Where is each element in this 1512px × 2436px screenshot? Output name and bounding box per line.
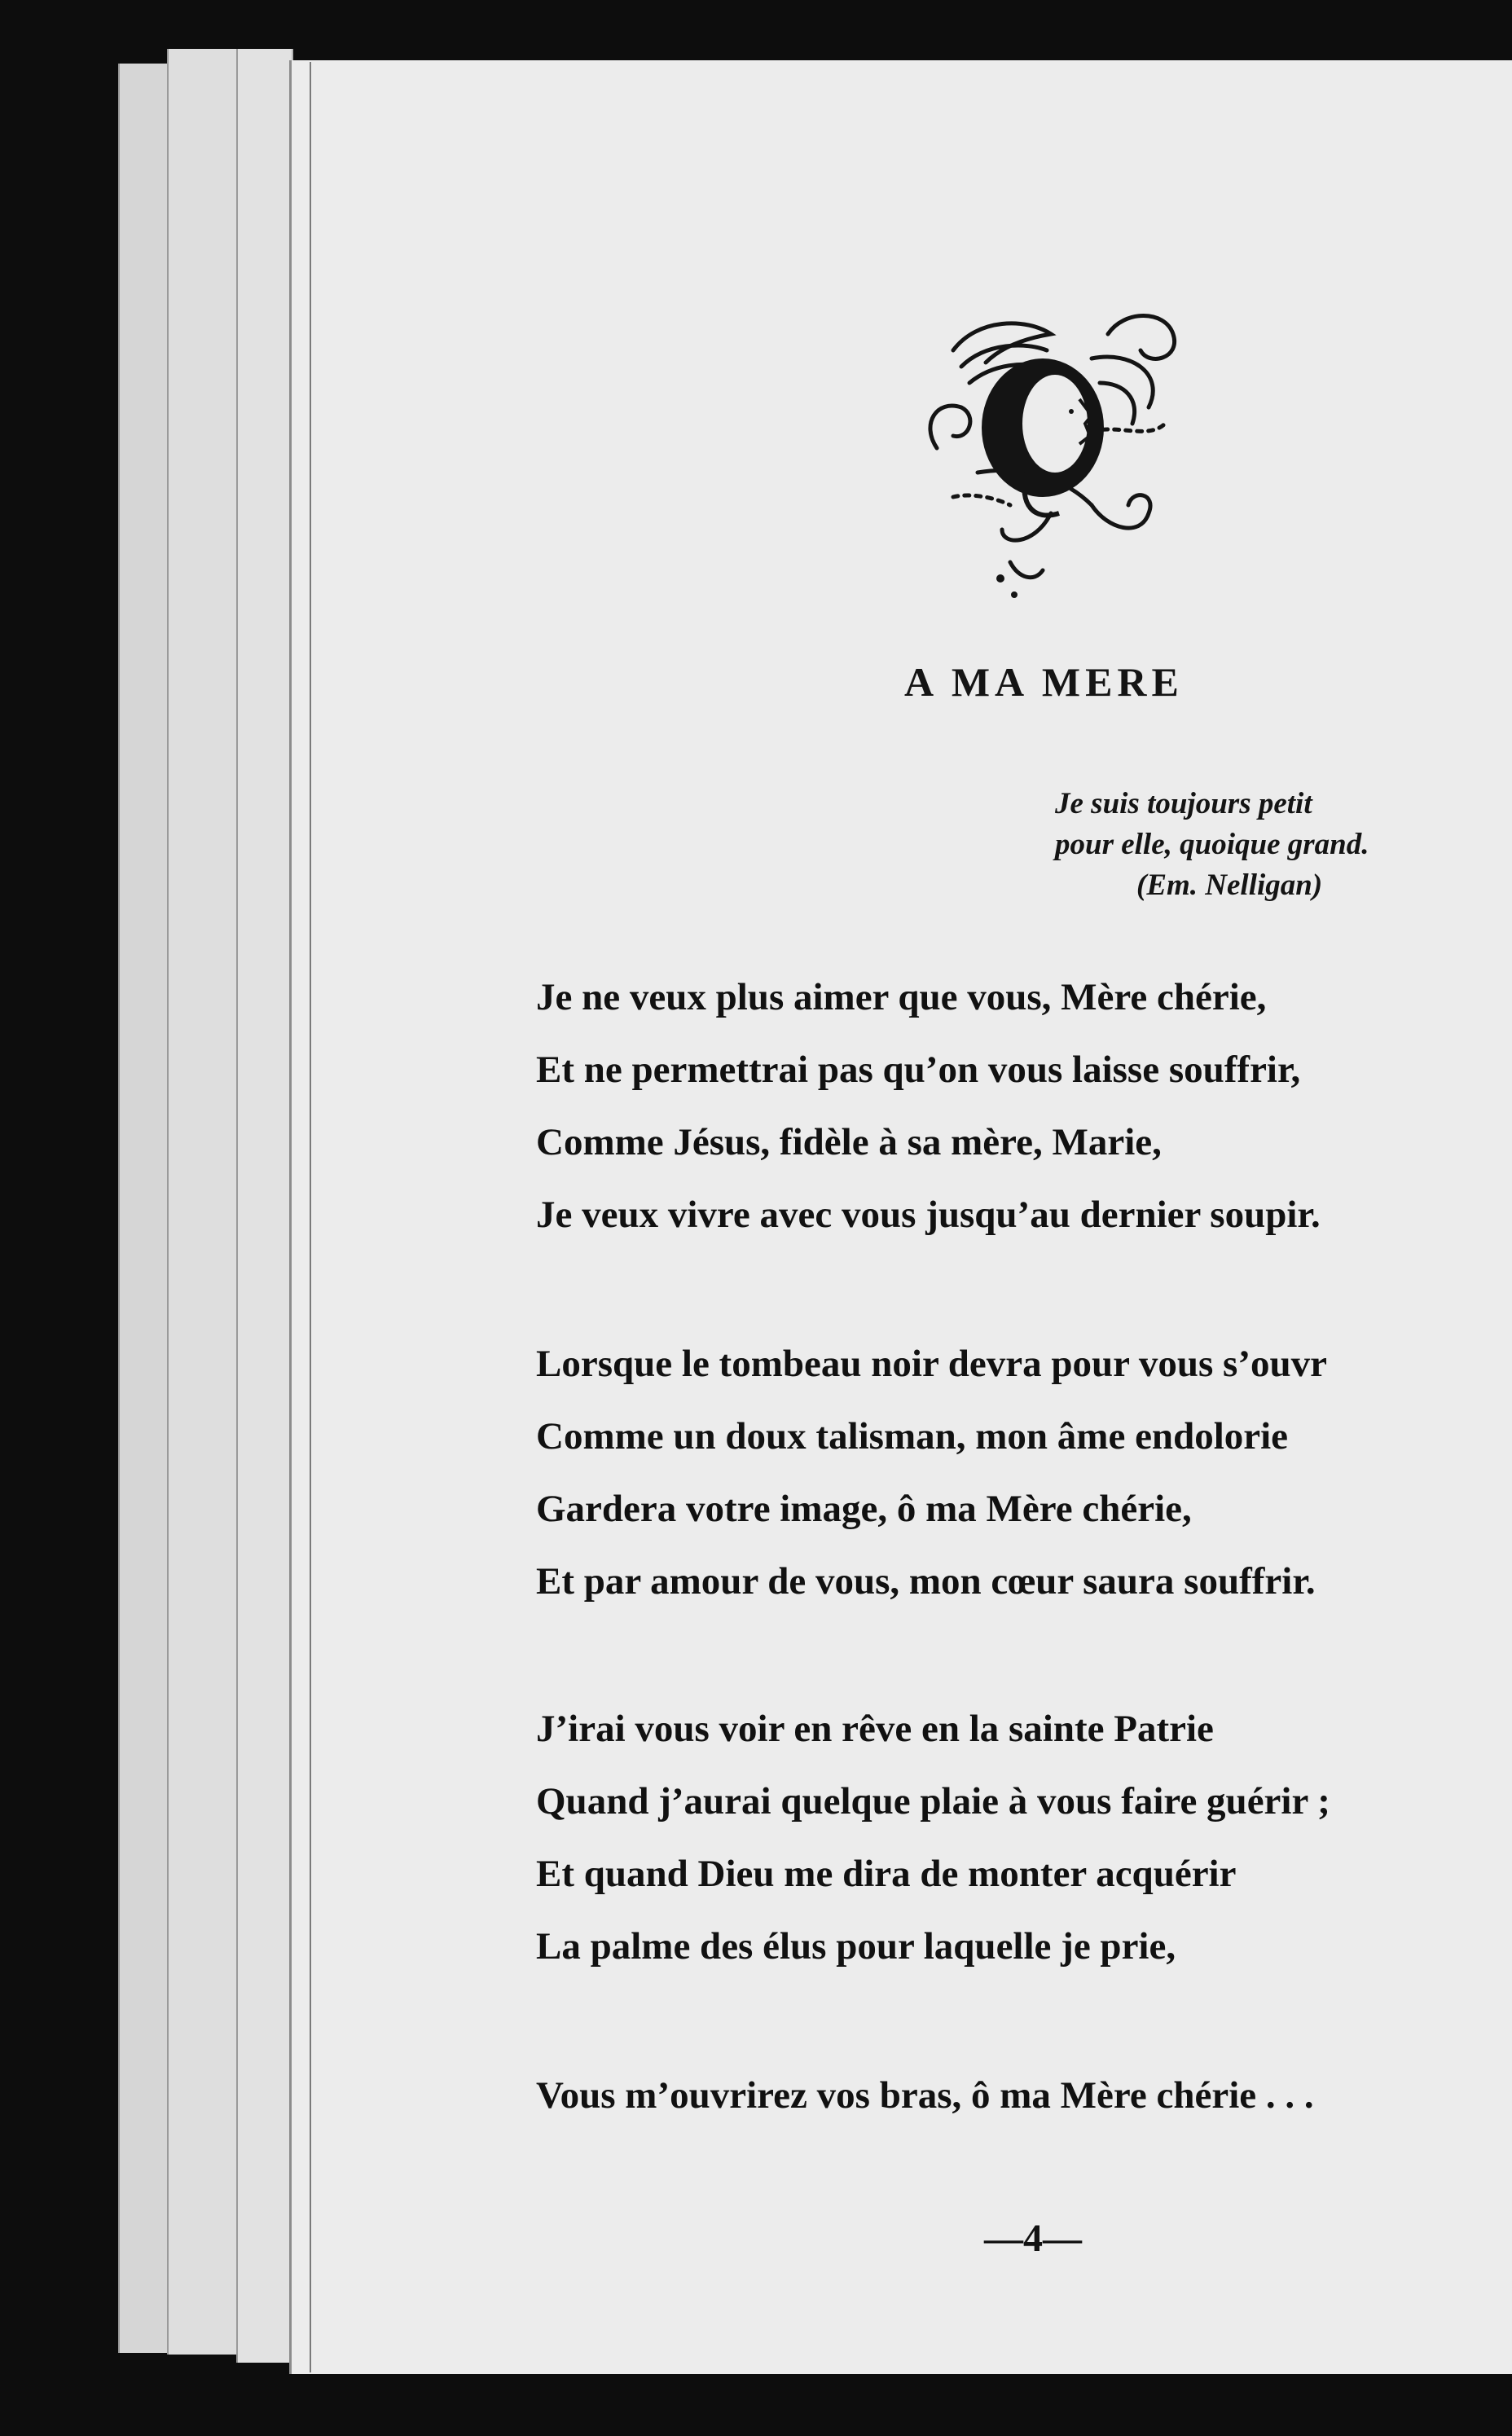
poem-line: Quand j’aurai quelque plaie à vous faire guérir ; [536,1780,1330,1823]
poem-line: Et quand Dieu me dira de monter acquérir [536,1853,1237,1895]
poem-line: Comme Jésus, fidèle à sa mère, Marie, [536,1121,1162,1163]
poem-line: Vous m’ouvrirez vos bras, ô ma Mère chérie . . . [536,2074,1314,2117]
epigraph [1055,784,1369,906]
poem-title: A MA MERE [904,659,1184,705]
stanza [536,1693,1330,1983]
poem-line: Comme un doux talisman, mon âme endolorie [536,1415,1289,1458]
page-edge [167,49,244,2355]
epigraph-line: Je suis toujours petit [1055,787,1312,820]
stanza [536,1328,1327,1618]
poem-line: Lorsque le tombeau noir devra pour vous s’ouvr [536,1343,1327,1385]
page-edge [236,49,293,2363]
poem-line: Je veux vivre avec vous jusqu’au dernier soupir. [536,1194,1321,1236]
page-number: —4— [984,2217,1082,2260]
poem-line: Je ne veux plus aimer que vous, Mère chérie, [536,976,1267,1018]
poem-line: Et par amour de vous, mon cœur saura souffrir. [536,1560,1316,1603]
poem-line: Gardera votre image, ô ma Mère chérie, [536,1488,1192,1530]
stanza [536,961,1321,1251]
stanza [536,2060,1314,2132]
poem-line: La palme des élus pour laquelle je prie, [536,1925,1176,1968]
poem-line: J’irai vous voir en rêve en la sainte Patrie [536,1708,1214,1750]
poem-line: Et ne permettrai pas qu’on vous laisse souffrir, [536,1049,1301,1091]
winged-head-vignette-icon [904,301,1230,611]
epigraph-line: pour elle, quoique grand. [1055,828,1369,861]
epigraph-attribution: (Em. Nelligan) [1136,868,1323,902]
page-border-rule [310,62,311,2372]
